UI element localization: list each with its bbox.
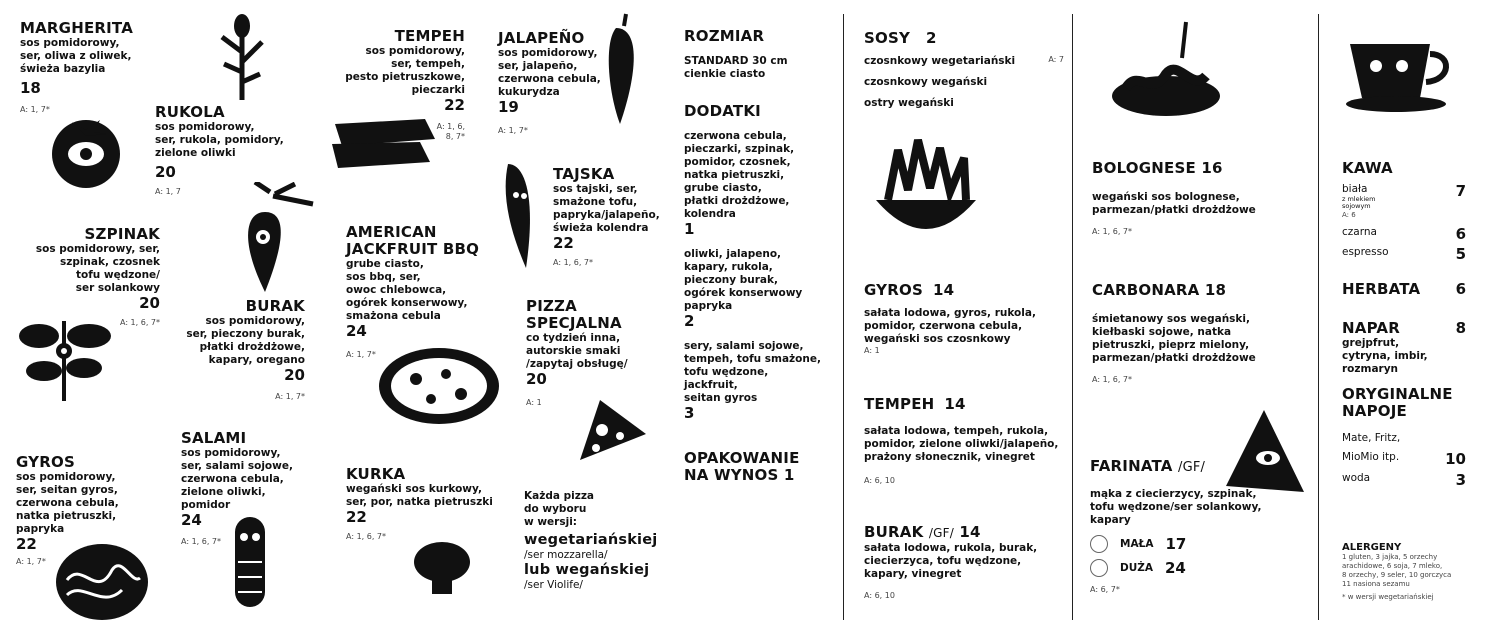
circle-icon <box>1090 559 1108 577</box>
item-name: GYROS <box>864 281 923 299</box>
item-name: TEMPEH <box>864 395 935 413</box>
size-big-price: 24 <box>1164 559 1186 577</box>
miomio-label: MioMio itp. <box>1342 451 1400 463</box>
pizza-american <box>346 224 506 360</box>
item-price: 18 <box>20 79 41 97</box>
coffee-item <box>1342 226 1466 243</box>
item-price: 18 <box>1204 281 1227 299</box>
item-price: 20 <box>139 294 160 312</box>
pepper-icon <box>602 12 642 128</box>
rozmiar-desc: STANDARD 30 cm cienkie ciasto <box>684 55 788 80</box>
spaghetti-icon <box>1108 18 1224 122</box>
item-desc: sos pomidorowy, ser, tempeh, pesto pietruszkowe, pieczarki <box>345 45 465 96</box>
note-vegan: lub wegańskiej <box>524 562 650 578</box>
sauce-item: ostry wegański <box>864 97 954 109</box>
item-allergens: A: 1, 6, 7* <box>119 318 160 327</box>
spinach-icon <box>14 306 114 401</box>
addon-group-items: oliwki, jalapeno, kapary, rukola, pieczony burak, ogórek konserwowy papryka <box>684 248 803 312</box>
item-allergens: A: 1, 7 <box>155 187 181 196</box>
item-name: KURKA <box>346 465 406 483</box>
pizza-kurka <box>346 466 516 542</box>
woda-label: woda <box>1342 472 1371 484</box>
item-desc: sos pomidorowy, ser, salami sojowe, czerwona cebula, zielone oliwki, pomidor <box>181 447 293 511</box>
item-allergens: A: 1, 7* <box>498 126 528 135</box>
item-allergens: A: 1, 6, 8, 7* <box>436 122 465 141</box>
salad-tempeh <box>864 396 1064 486</box>
salad-burak <box>864 524 1064 601</box>
chili-icon <box>496 160 544 272</box>
size-small-price: 17 <box>1165 535 1187 553</box>
size-small <box>1090 535 1300 553</box>
item-price: 22 <box>16 535 37 553</box>
coffee-allergens: A: 6 <box>1342 211 1356 219</box>
note-intro: Każda pizza do wyboru w wersji: <box>524 490 595 528</box>
item-name: SALAMI <box>181 429 247 447</box>
item-name: MARGHERITA <box>20 19 134 37</box>
item-price: 14 <box>932 281 955 299</box>
coffee-price: 5 <box>1455 245 1466 263</box>
sauces-price: 2 <box>926 29 937 47</box>
opakowanie-label: OPAKOWANIE NA WYNOS 1 <box>684 449 800 484</box>
item-name: GYROS <box>16 453 75 471</box>
herbata-row <box>1342 281 1466 298</box>
sauces-title: SOSY <box>864 29 911 47</box>
item-desc: sałata lodowa, gyros, rukola, pomidor, czerwona cebula, wegański sos czosnkowy <box>864 307 1036 345</box>
item-name: FARINATA <box>1090 457 1173 475</box>
size-small-label: MAŁA <box>1120 537 1154 550</box>
addon-group-items: sery, salami sojowe, tempeh, tofu smażone, tofu wędzone, jackfruit, seitan gyros <box>684 340 821 404</box>
item-allergens: A: 6, 10 <box>864 476 895 485</box>
item-name: SZPINAK <box>84 225 160 243</box>
item-desc: grube ciasto, sos bbq, ser, owoc chlebowca, ogórek konserwowy, smażona cebula <box>346 258 468 322</box>
miomio-row <box>1342 451 1466 468</box>
tempeh-blocks-icon <box>330 114 438 170</box>
note-vegetarian-sub: /ser mozzarella/ <box>524 549 608 561</box>
allergens-text: 1 gluten, 3 jajka, 5 orzechy arachidowe, 6 soja, 7 mleko, 8 orzechy, 9 seler, 10 gorczyca 11 nasiona sezamu <box>1342 553 1452 588</box>
item-price: 24 <box>346 322 367 340</box>
pizza-jalapeno <box>498 30 618 136</box>
note-vegetarian: wegetariańskiej <box>524 532 658 548</box>
sauce-item: czosnkowy wegański <box>864 76 988 88</box>
woda-price: 3 <box>1455 471 1466 489</box>
item-tag: /GF/ <box>928 526 954 540</box>
item-desc: sos tajski, ser, smażone tofu, papryka/jalapeño, świeża kolendra <box>553 183 660 234</box>
oryginalne-title: ORYGINALNE NAPOJE <box>1342 385 1453 420</box>
kawa-title: KAWA <box>1342 159 1393 177</box>
item-allergens: A: 6, 7* <box>1090 585 1120 594</box>
extras-section <box>684 28 824 484</box>
item-price: 19 <box>498 98 519 116</box>
tomato-icon <box>42 112 132 190</box>
napar-desc: grejpfrut, cytryna, imbir, rozmaryn <box>1342 337 1428 375</box>
item-allergens: A: 1, 6, 7* <box>1092 375 1133 384</box>
coffee-price: 6 <box>1455 225 1466 243</box>
salad-bowl-icon <box>868 130 984 248</box>
item-desc: sałata lodowa, rukola, burak, ciecierzyca, tofu wędzone, kapary, vinegret <box>864 542 1038 580</box>
item-price: 24 <box>181 511 202 529</box>
pasta-carbonara <box>1092 282 1302 385</box>
item-desc: co tydzień inna, autorskie smaki /zapytaj obsługę/ <box>526 332 628 370</box>
rozmiar-title: ROZMIAR <box>684 27 765 45</box>
item-allergens: A: 1, 7* <box>275 392 305 401</box>
item-price: 22 <box>553 234 574 252</box>
item-allergens: A: 1, 7* <box>16 557 46 566</box>
item-price: 14 <box>959 523 981 541</box>
dodatki-title: DODATKI <box>684 102 761 120</box>
circle-icon <box>1090 535 1108 553</box>
item-price: 22 <box>346 508 367 526</box>
item-allergens: A: 1, 6, 7* <box>1092 227 1133 236</box>
farinata-slice-icon <box>1224 408 1306 496</box>
size-big <box>1090 559 1300 577</box>
arugula-icon <box>212 12 272 102</box>
item-desc: sos pomidorowy, ser, rukola, pomidory, zielone oliwki <box>155 121 284 159</box>
coffee-sub: z mlekiem sojowym <box>1342 195 1376 210</box>
napar-row <box>1342 320 1466 337</box>
column-divider <box>1318 14 1319 620</box>
addon-group-price: 3 <box>684 404 695 422</box>
note-vegan-sub: /ser Violife/ <box>524 579 583 591</box>
item-name: BURAK <box>245 297 305 315</box>
coffee-name: espresso <box>1342 246 1389 258</box>
item-price: 14 <box>944 395 966 413</box>
column-divider <box>843 14 844 620</box>
item-allergens: A: 6, 10 <box>864 591 895 600</box>
item-desc: sos pomidorowy, ser, pieczony burak, płatki drożdżowe, kapary, oregano <box>186 315 305 366</box>
pizza-specjalna <box>526 298 656 408</box>
coffee-price: 7 <box>1455 182 1466 200</box>
pizza-version-note <box>524 490 674 592</box>
herbata-title: HERBATA <box>1342 280 1421 298</box>
salad-gyros <box>864 282 1064 356</box>
item-name: AMERICAN JACKFRUIT BBQ <box>346 223 480 258</box>
coffee-item <box>1342 246 1466 263</box>
item-price: 20 <box>155 163 176 181</box>
pasta-bolognese <box>1092 160 1302 237</box>
herbata-price: 6 <box>1455 280 1466 298</box>
pizza-tajska <box>553 166 673 268</box>
item-name: TAJSKA <box>553 165 615 183</box>
item-name: CARBONARA <box>1092 281 1200 299</box>
beet-icon <box>225 182 315 297</box>
addon-group-price: 1 <box>684 220 695 238</box>
column-divider <box>1072 14 1073 620</box>
cucumber-icon <box>230 512 270 612</box>
item-desc: śmietanowy sos wegański, kiełbaski sojowe, natka pietruszki, pieprz mielony, parmezan/płatki drożdżowe <box>1092 313 1256 364</box>
allergens-title: ALERGENY <box>1342 542 1402 553</box>
miomio-price: 10 <box>1445 450 1466 468</box>
woda-row <box>1342 472 1466 489</box>
allergens-legend <box>1342 542 1482 602</box>
item-price: 16 <box>1201 159 1223 177</box>
item-name: TEMPEH <box>394 27 465 45</box>
item-tag: /GF/ <box>1177 460 1206 475</box>
coffee-cup-icon <box>1340 32 1466 116</box>
item-allergens: A: 1, 6, 7* <box>553 258 594 267</box>
allergens-note: * w wersji wegetariańskiej <box>1342 593 1434 601</box>
coffee-name: czarna <box>1342 226 1377 238</box>
item-desc: wegański sos kurkowy, ser, por, natka pietruszki <box>346 483 493 508</box>
addon-group-price: 2 <box>684 312 695 330</box>
item-desc: sos pomidorowy, ser, szpinak, czosnek tofu wędzone/ ser solankowy <box>35 243 160 294</box>
pizza-burak <box>170 298 305 402</box>
item-allergens: A: 1, 7* <box>20 105 50 114</box>
item-allergens: A: 1 <box>864 346 880 355</box>
item-name: RUKOLA <box>155 103 225 121</box>
sauce-item: czosnkowy wegetariański <box>864 55 1016 67</box>
pizza-icon <box>376 344 502 428</box>
item-desc: sałata lodowa, tempeh, rukola, pomidor, zielone oliwki/jalapeño, prażony słonecznik, vinegret <box>864 425 1059 463</box>
pizza-slice-icon <box>570 394 650 470</box>
item-price: 20 <box>284 366 305 384</box>
gyros-plate-icon <box>52 540 152 622</box>
item-allergens: A: 1, 6, 7* <box>181 537 222 546</box>
item-name: PIZZA SPECJALNA <box>526 297 622 332</box>
item-desc: sos pomidorowy, ser, oliwa z oliwek, świeża bazylia <box>20 37 132 75</box>
mate-line: Mate, Fritz, <box>1342 432 1401 444</box>
item-name: BOLOGNESE <box>1092 159 1196 177</box>
mushroom-icon <box>412 540 472 596</box>
coffee-item <box>1342 183 1466 220</box>
item-allergens: A: 1 <box>526 398 542 407</box>
drinks-section <box>1342 160 1466 489</box>
item-allergens: A: 1, 7* <box>346 350 376 359</box>
item-desc: sos pomidorowy, ser, seitan gyros, czerwona cebula, natka pietruszki, papryka <box>16 471 119 535</box>
coffee-name: biała <box>1342 183 1368 195</box>
item-desc: mąka z ciecierzycy, szpinak, tofu wędzone/ser solankowy, kapary <box>1090 488 1262 526</box>
item-name: BURAK <box>864 523 924 541</box>
addon-group-items: czerwona cebula, pieczarki, szpinak, pomidor, czosnek, natka pietruszki, grube ciasto, płatki drożdżowe, kolendra <box>684 130 795 220</box>
napar-title: NAPAR <box>1342 319 1400 337</box>
item-desc: wegański sos bolognese, parmezan/płatki drożdżowe <box>1092 191 1256 216</box>
item-price: 22 <box>444 96 465 114</box>
napar-price: 8 <box>1455 319 1466 337</box>
item-name: JALAPEÑO <box>498 29 585 47</box>
size-big-label: DUŻA <box>1120 561 1153 574</box>
item-price: 20 <box>526 370 547 388</box>
pizza-margherita <box>20 20 170 115</box>
sauces-section <box>864 30 1064 110</box>
item-allergens: A: 1, 6, 7* <box>346 532 387 541</box>
item-desc: sos pomidorowy, ser, jalapeño, czerwona cebula, kukurydza <box>498 47 601 98</box>
sauce-allergens: A: 7 <box>1048 55 1064 64</box>
